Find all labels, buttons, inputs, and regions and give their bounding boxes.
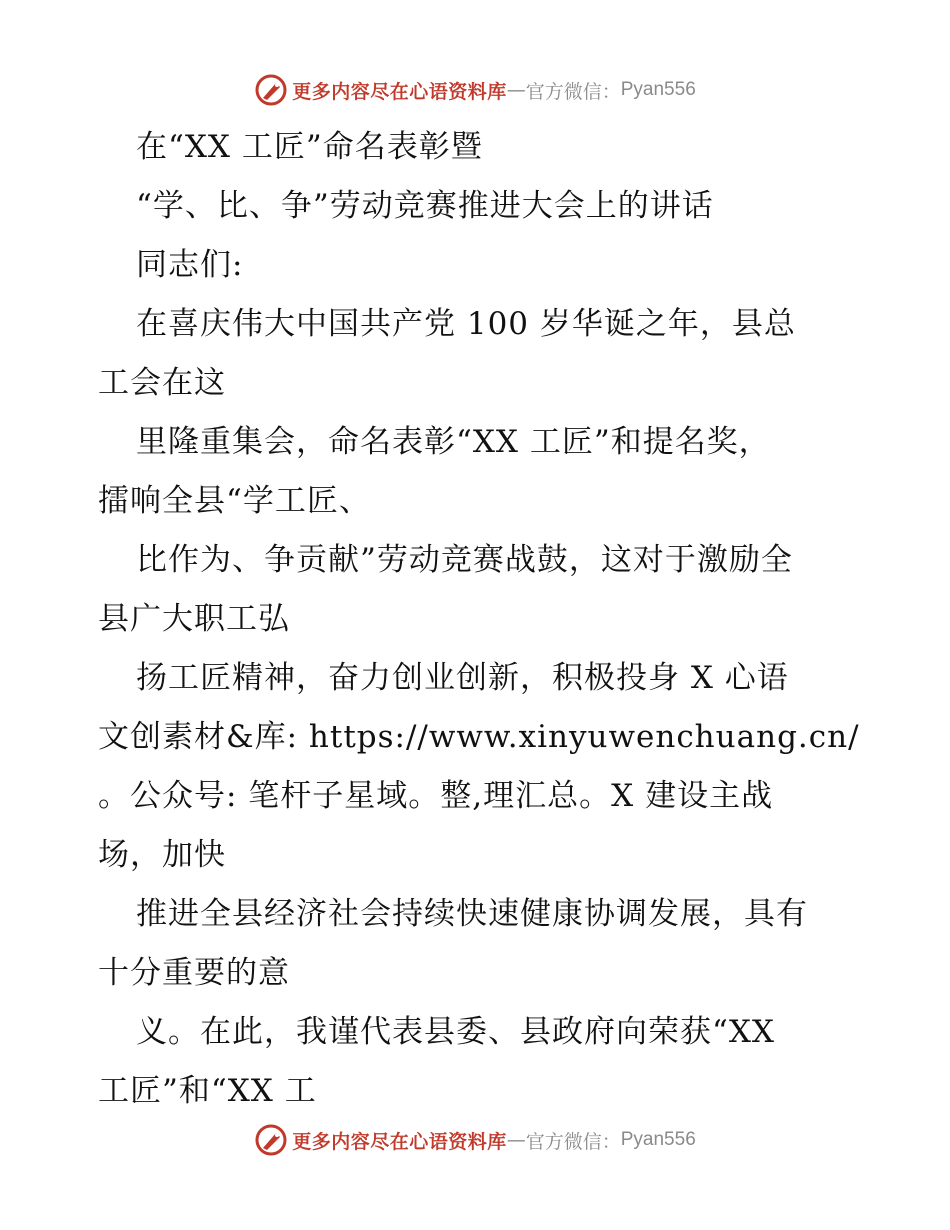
text-line: 擂响全县“学工匠、 — [98, 483, 371, 519]
pen-nib-logo-icon — [254, 1123, 288, 1157]
banner-brand-text: 更多内容尽在心语资料库 — [292, 80, 507, 103]
document-body — [98, 118, 868, 1121]
header-banner — [0, 70, 950, 110]
text-line: 文创素材&库: https://www.xinyuwenchuang.cn/ — [98, 719, 860, 755]
footer-banner — [0, 1120, 950, 1160]
text-line: 。公众号: 笔杆子星域。整,理汇总。X 建设主战 — [98, 778, 774, 814]
text-line: 比作为、争贡献”劳动竞赛战鼓，这对于激励全 — [136, 542, 793, 578]
text-line: 推进全县经济社会持续快速健康协调发展，具有 — [136, 896, 808, 932]
text-line: 里隆重集会，命名表彰“XX 工匠”和提名奖， — [136, 424, 771, 460]
banner-wechat-id: Pyan556 — [620, 79, 696, 100]
text-line: 在“XX 工匠”命名表彰暨 — [136, 129, 483, 165]
text-line: 县广大职工弘 — [98, 601, 290, 637]
banner-wechat-label: 官方微信： — [525, 80, 621, 103]
banner-brand-text: 更多内容尽在心语资料库 — [292, 1130, 507, 1153]
banner-separator: — — [506, 79, 526, 101]
text-line: 扬工匠精神，奋力创业创新，积极投身 X 心语 — [136, 660, 789, 696]
text-line: “学、比、争”劳动竞赛推进大会上的讲话 — [136, 188, 714, 224]
text-line: 场，加快 — [98, 837, 226, 873]
banner-separator: — — [506, 1129, 526, 1151]
text-line: 义。在此，我谨代表县委、县政府向荣获“XX — [136, 1014, 775, 1050]
banner-wechat-label: 官方微信： — [525, 1130, 621, 1153]
text-line: 十分重要的意 — [98, 955, 290, 991]
pen-nib-logo-icon — [254, 73, 288, 107]
text-line: 同志们: — [136, 247, 244, 283]
text-line: 工匠”和“XX 工 — [98, 1073, 317, 1109]
banner-wechat-id: Pyan556 — [620, 1129, 696, 1150]
text-line: 在喜庆伟大中国共产党 100 岁华诞之年，县总 — [136, 306, 796, 342]
text-line: 工会在这 — [98, 365, 226, 401]
